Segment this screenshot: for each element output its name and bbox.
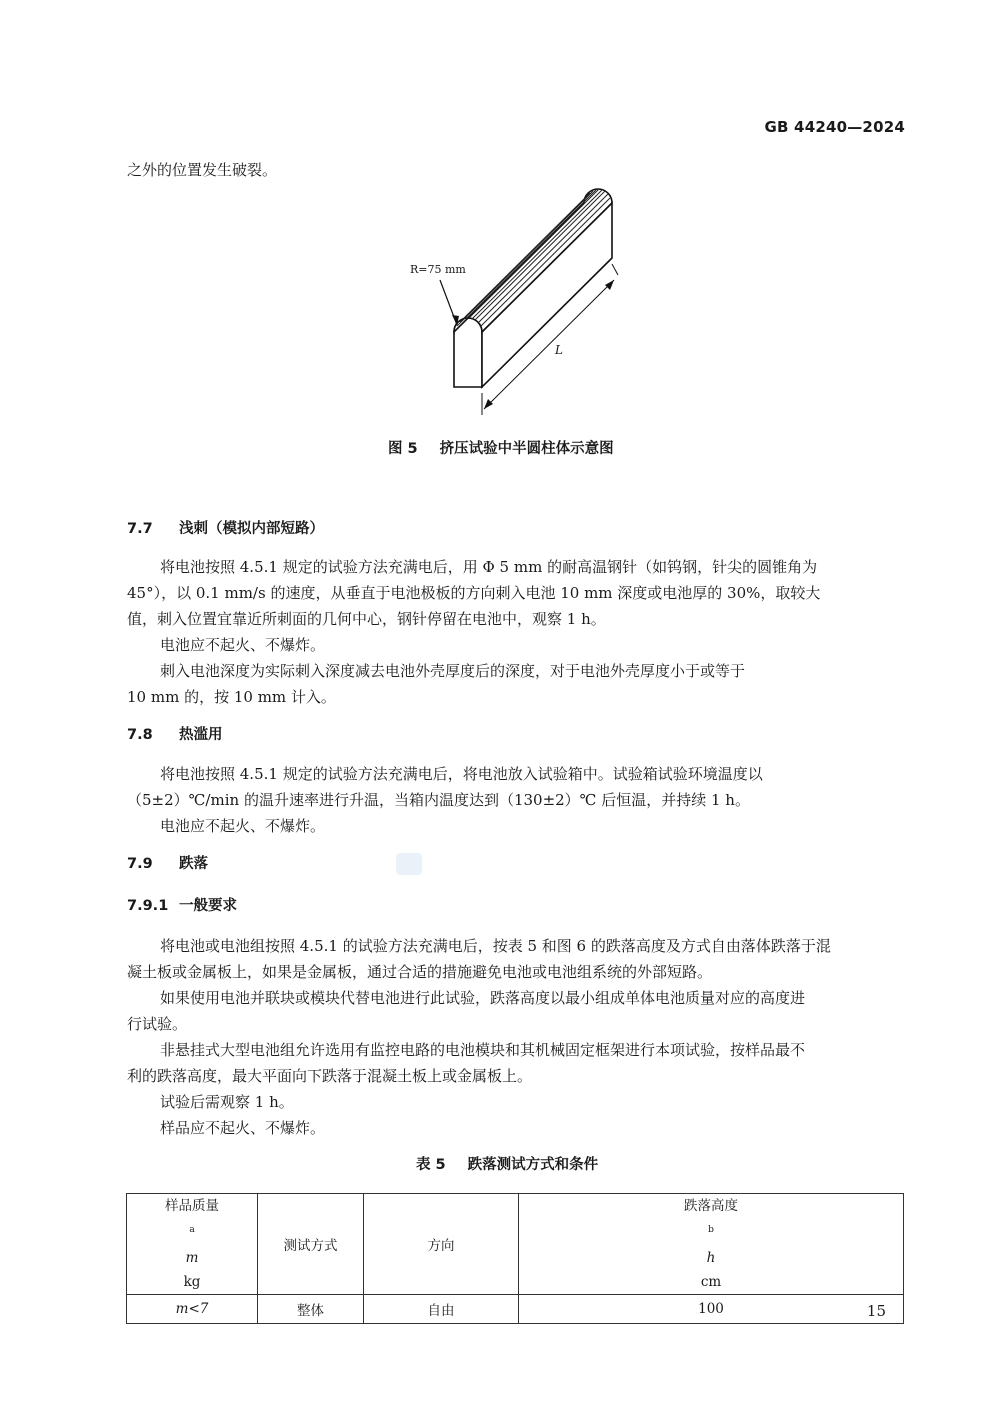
mass-label: 样品质量: [165, 1198, 219, 1214]
s791-p4: 试验后需观察 1 h。: [160, 1093, 294, 1111]
section-title: 浅刺（模拟内部短路）: [179, 521, 324, 537]
page-number: 15: [866, 1302, 886, 1320]
s791-p2-line2: 行试验。: [127, 1015, 188, 1033]
table-caption: [416, 1153, 598, 1174]
mass-footnote: a: [189, 1225, 195, 1235]
drop-test-table: [126, 1193, 904, 1324]
dim-arrow-end: [605, 280, 614, 290]
cell-height: 100: [519, 1294, 904, 1323]
s791-p1-line2: 凝土板或金属板上，如果是金属板，通过合适的措施避免电池或电池组系统的外部短路。: [127, 963, 713, 981]
cell-mass: m<7: [127, 1294, 258, 1323]
height-footnote: b: [708, 1225, 714, 1235]
section-title: 跌落: [179, 856, 208, 872]
cell-mode: 整体: [258, 1294, 364, 1323]
mass-unit: kg: [183, 1273, 201, 1290]
section-number: 7.9.1: [127, 898, 169, 914]
section-7-9-1-heading: [127, 894, 237, 915]
table-header-row: [127, 1194, 904, 1295]
intro-line: 之外的位置发生破裂。: [127, 161, 278, 179]
section-7-7-heading: [127, 517, 324, 538]
section-7-8-heading: [127, 723, 223, 744]
s77-p1-line1: 将电池按照 4.5.1 规定的试验方法充满电后，用 Φ 5 mm 的耐高温钢针（如钨钢，针尖的圆锥角为: [160, 558, 818, 576]
s78-p1-line2: （5±2）℃/min 的温升速率进行升温，当箱内温度达到（130±2）℃ 后恒温，并持续 1 h。: [127, 791, 750, 809]
section-title: 一般要求: [179, 898, 237, 914]
table-title: 跌落测试方式和条件: [467, 1157, 599, 1173]
table-number: 表 5: [416, 1157, 446, 1173]
cell-direction: 自由: [364, 1294, 519, 1323]
header-height: [519, 1194, 904, 1295]
figure-caption: [388, 437, 614, 458]
table-row: [127, 1294, 904, 1323]
header-mode: 测试方式: [258, 1194, 364, 1295]
standard-number: GB 44240—2024: [764, 118, 905, 136]
mass-symbol: m: [185, 1249, 199, 1266]
section-7-9-heading: [127, 852, 208, 873]
figure-title: 挤压试验中半圆柱体示意图: [439, 441, 614, 457]
s791-p5: 样品应不起火、不爆炸。: [160, 1119, 326, 1137]
height-unit: cm: [700, 1273, 722, 1290]
s791-p3-line2: 利的跌落高度，最大平面向下跌落于混凝土板上或金属板上。: [127, 1067, 533, 1085]
s77-p3-line1: 刺入电池深度为实际刺入深度减去电池外壳厚度后的深度，对于电池外壳厚度小于或等于: [160, 662, 746, 680]
s791-p2-line1: 如果使用电池并联块或模块代替电池进行此试验，跌落高度以最小组成单体电池质量对应的高度进: [160, 989, 806, 1007]
height-label: 跌落高度: [684, 1198, 738, 1214]
dim-arrow-start: [484, 399, 493, 409]
s77-p2: 电池应不起火、不爆炸。: [160, 636, 326, 654]
height-symbol: h: [706, 1249, 716, 1266]
section-title: 热滥用: [179, 727, 223, 743]
length-label: L: [555, 343, 563, 357]
s77-p1-line2: 45°），以 0.1 mm/s 的速度，从垂直于电池极板的方向刺入电池 10 mm 深度或电池厚的 30%，取较大: [127, 584, 821, 602]
header-direction: 方向: [364, 1194, 519, 1295]
s78-p1-line1: 将电池按照 4.5.1 规定的试验方法充满电后，将电池放入试验箱中。试验箱试验环境温度以: [160, 765, 763, 783]
header-mass: [127, 1194, 258, 1295]
half-cylinder-figure: [400, 185, 640, 420]
radius-label: R=75 mm: [410, 263, 466, 276]
s77-p3-line2: 10 mm 的，按 10 mm 计入。: [127, 688, 336, 706]
s78-p2: 电池应不起火、不爆炸。: [160, 817, 326, 835]
s791-p3-line1: 非悬挂式大型电池组允许选用有监控电路的电池模块和其机械固定框架进行本项试验，按样品最不: [160, 1041, 806, 1059]
section-number: 7.7: [127, 521, 153, 537]
s77-p1-line3: 值，刺入位置宜靠近所刺面的几何中心，钢针停留在电池中，观察 1 h。: [127, 610, 606, 628]
dim-ext-right: [612, 264, 618, 275]
section-number: 7.8: [127, 727, 153, 743]
figure-number: 图 5: [388, 441, 418, 457]
s791-p1-line1: 将电池或电池组按照 4.5.1 的试验方法充满电后，按表 5 和图 6 的跌落高度及方式自由落体跌落于混: [160, 937, 831, 955]
section-number: 7.9: [127, 856, 153, 872]
watermark-logo: [396, 853, 422, 875]
